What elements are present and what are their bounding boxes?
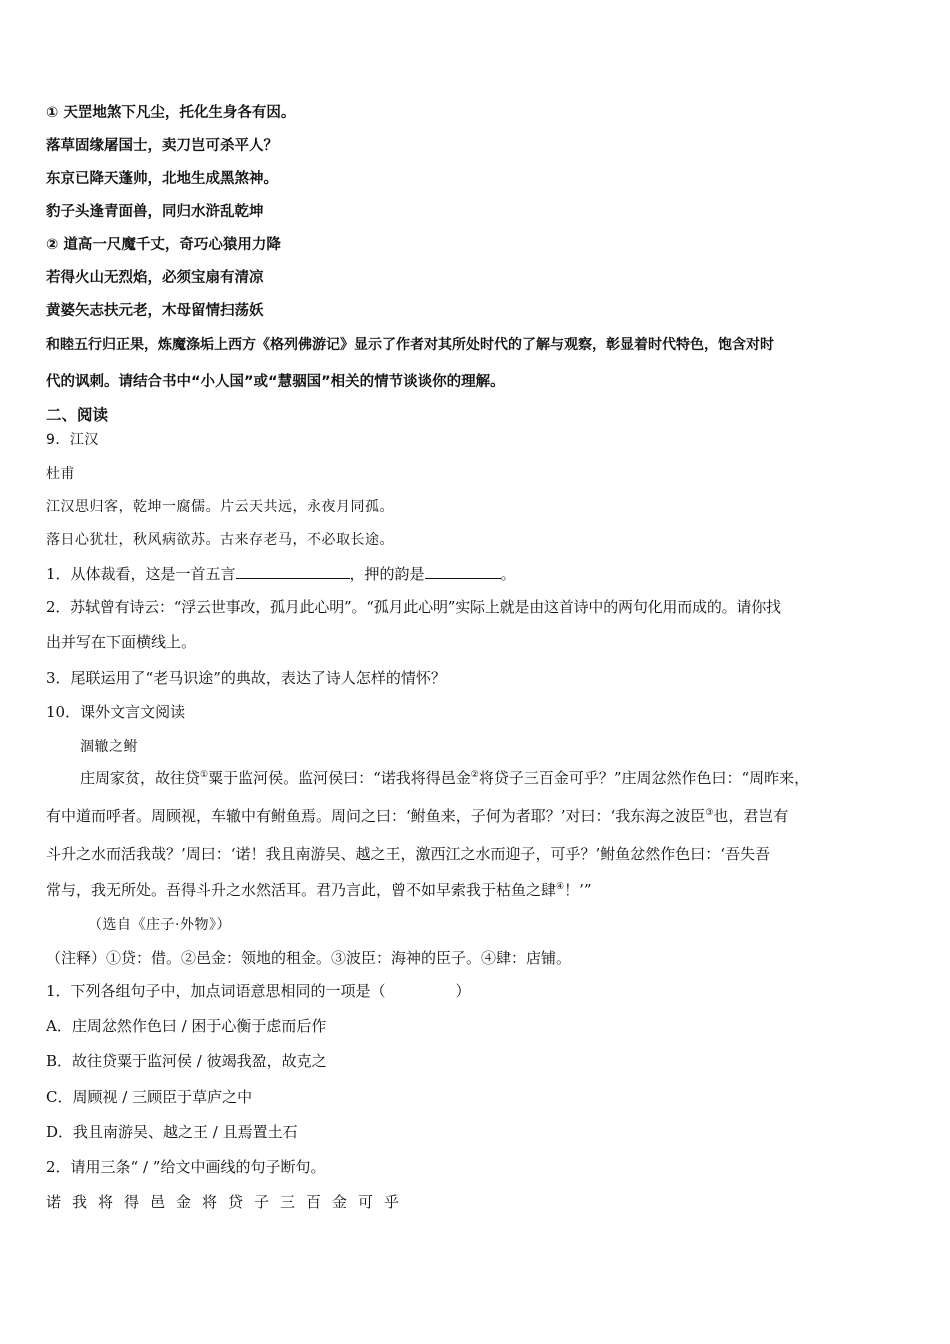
passage-line: 斗升之水而活我哉？’周曰：‘诺！我且南游吴、越之王，激西江之水而迎子，可乎？’鲋鱼忿然作色曰：‘吾失吾 [46,845,771,863]
poem-line: 豹子头逢青面兽，同归水浒乱乾坤 [46,204,264,220]
question-text: ，押的韵是 [349,565,425,583]
footnote-mark: ③ [705,808,714,818]
poem-line: 东京已降天蓬帅，北地生成黑煞神。 [46,171,278,187]
answer-blank[interactable] [236,563,350,579]
poem-line: 落日心犹壮，秋风病欲苏。古来存老马，不必取长途。 [46,532,394,548]
footnote-mark: ② [470,770,479,780]
option-d[interactable]: D．我且南游吴、越之王 / 且焉置土石 [46,1123,298,1141]
question-text: 2．苏轼曾有诗云：“浮云世事改，孤月此心明”。“孤月此心明”实际上就是由这首诗中的两句化用而成的。请你找 [46,598,781,616]
question-text: 1．从体裁看，这是一首五言 [46,565,236,583]
passage-line: 有中道而呼者。周顾视，车辙中有鲋鱼焉。周问之曰：‘鲋鱼来，子何为者耶？’对曰：‘我东海之波臣③也，君岂有 [46,807,789,825]
poem-line: 黄婆矢志扶元老，木母留情扫荡妖 [46,303,264,319]
poem-line: 江汉思归客，乾坤一腐儒。片云天共远，永夜月同孤。 [46,499,394,515]
question-text: 。 [500,565,516,583]
question-item: 1．下列各组句子中，加点词语意思相同的一项是（ ） [46,982,471,1000]
section-heading: 二、阅读 [46,406,109,424]
question-text: 和睦五行归正果，炼魔涤垢上西方《格列佛游记》显示了作者对其所处时代的了解与观察，彰显着时代特色，饱含对时 [46,337,774,353]
sentence-to-punctuate: 诺我将得邑金将贷子三百金可乎 [46,1193,411,1211]
poem-line: 落草固缘屠国士，卖刀岂可杀平人？ [46,138,278,154]
poem-line: ② 道高一尺魔千丈，奇巧心猿用力降 [46,237,281,253]
question-text: 1．下列各组句子中，加点词语意思相同的一项是（ [46,982,386,1000]
footnote-mark: ① [200,770,209,780]
poem-line: ① 天罡地煞下凡尘，托化生身各有因。 [46,105,296,121]
question-text: 3．尾联运用了“老马识途”的典故，表达了诗人怎样的情怀？ [46,669,446,687]
option-a[interactable]: A．庄周忿然作色曰 / 困于心衡于虑而后作 [46,1017,327,1035]
passage-line: 常与，我无所处。吾得斗升之水然活耳。君乃言此，曾不如早索我于枯鱼之肆④！’” [46,881,592,899]
question-item [46,563,516,584]
question-text: 出并写在下面横线上。 [46,633,197,651]
passage-title: 涸辙之鲋 [80,739,138,755]
footnote-mark: ④ [556,882,565,892]
poem-author: 杜甫 [46,466,75,482]
question-text: 2．请用三条“ / ”给文中画线的句子断句。 [46,1158,326,1176]
question-title: 9．江汉 [46,432,99,448]
question-title: 10．课外文言文阅读 [46,703,186,721]
question-text: 代的讽刺。请结合书中“小人国”或“慧骃国”相关的情节谈谈你的理解。 [46,374,505,390]
answer-blank[interactable] [425,563,501,579]
passage-line: 庄周家贫，故往贷①粟于监河侯。监河侯曰：“诺我将得邑金②将贷子三百金可乎？”庄周忿然作色曰：“周昨来， [80,769,810,787]
option-c[interactable]: C．周顾视 / 三顾臣于草庐之中 [46,1088,253,1106]
option-b[interactable]: B．故往贷粟于监河侯 / 彼竭我盈，故克之 [46,1052,327,1070]
passage-source: （选自《庄子·外物》） [88,917,231,933]
annotation-notes: （注释）①贷：借。②邑金：领地的租金。③波臣：海神的臣子。④肆：店铺。 [46,949,572,967]
poem-line: 若得火山无烈焰，必须宝扇有清凉 [46,270,264,286]
